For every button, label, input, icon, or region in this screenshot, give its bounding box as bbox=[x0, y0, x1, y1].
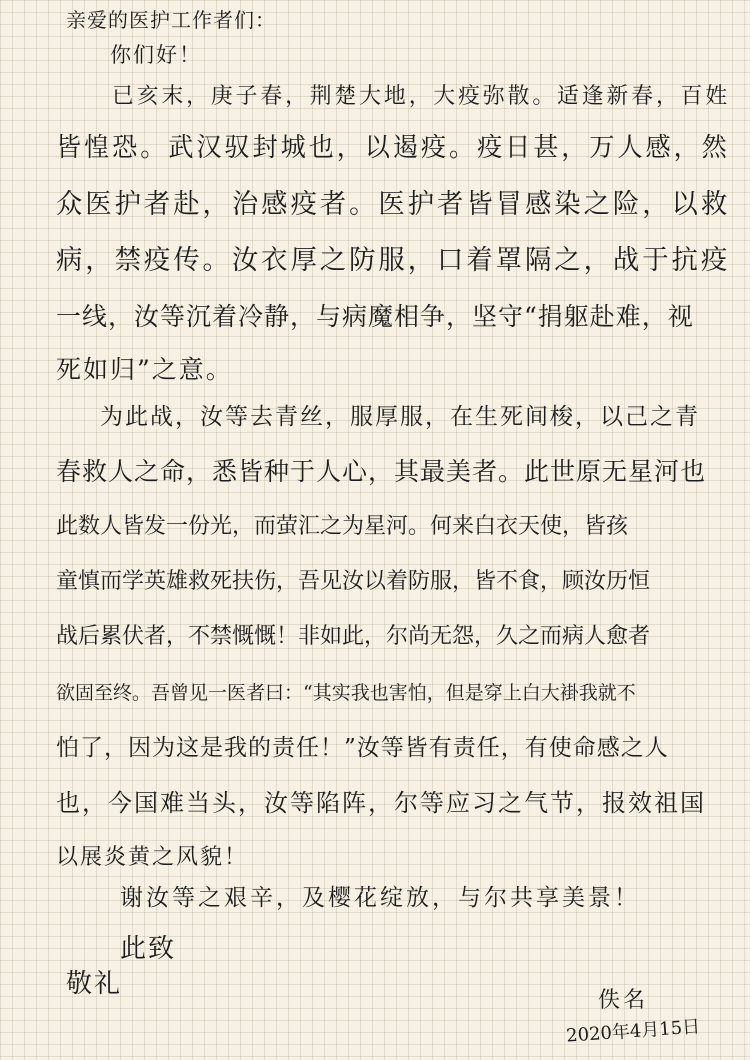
letter-line-4: 病，禁疫传。汝衣厚之防服，口着罩隔之，战于抗疫 bbox=[56, 245, 731, 276]
closing-jingli: 敬礼 bbox=[66, 969, 123, 999]
signature-name: 佚名 bbox=[598, 988, 649, 1013]
letter-line-10: 童慎而学英雄救死扶伤，吾见汝以着防服，皆不食，顾汝历恒 bbox=[56, 569, 651, 594]
letter-line-16: 谢汝等之艰辛，及樱花绽放，与尔共享美景！ bbox=[120, 885, 640, 911]
signature-date: 2020年4月15日 bbox=[565, 1016, 701, 1047]
letter-line-6: 死如归”之意。 bbox=[56, 355, 233, 384]
salutation: 亲爱的医护工作者们： bbox=[66, 8, 276, 32]
letter-line-1: 已亥末，庚子春，荆楚大地，大疫弥散。适逢新春，百姓 bbox=[112, 84, 731, 109]
letter-line-5: 一线，汝等沉着冷静，与病魔相争，坚守“捐躯赴难，视 bbox=[56, 302, 694, 331]
letter-line-14: 也，今国难当头，汝等陷阵，尔等应习之气节，报效祖国 bbox=[56, 789, 706, 817]
greeting: 你们好！ bbox=[110, 43, 202, 67]
letter-line-9: 此数人皆发一份光，而萤汇之为星河。何来白衣天使，皆孩 bbox=[56, 514, 629, 539]
letter-line-15: 以展炎黄之风貌！ bbox=[56, 845, 249, 870]
closing-cizhi: 此致 bbox=[120, 934, 177, 964]
letter-line-7: 为此战，汝等去青丝，服厚服，在生死间梭，以己之青 bbox=[100, 404, 700, 430]
letter-line-8: 春救人之命，悉皆种于人心，其最美者。此世原无星河也 bbox=[56, 457, 707, 486]
letter-line-3: 众医护者赴，治感疫者。医护者皆冒感染之险，以救 bbox=[56, 189, 731, 220]
letter-line-2: 皆惶恐。武汉驭封城也，以遏疫。疫日甚，万人感，然 bbox=[56, 133, 730, 163]
letter-line-12: 欲固至终。吾曾见一医者曰：“其实我也害怕，但是穿上白大褂我就不 bbox=[56, 682, 636, 704]
letter-line-13: 怕了，因为这是我的责任！”汝等皆有责任，有使命感之人 bbox=[56, 735, 669, 761]
letter-line-11: 战后累伏者，不禁慨慨！非如此，尔尚无怨，久之而病人愈者 bbox=[56, 624, 651, 649]
